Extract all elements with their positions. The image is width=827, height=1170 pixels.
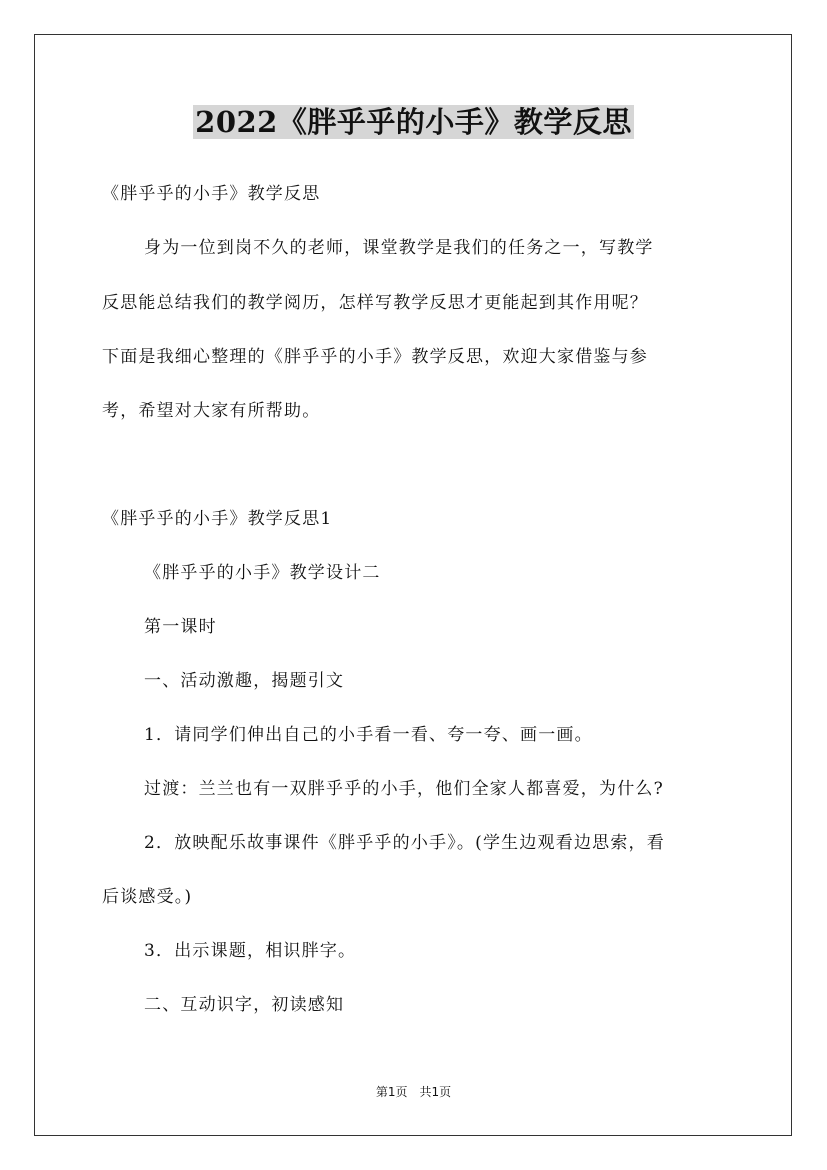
document-subtitle: 《胖乎乎的小手》教学反思 <box>102 184 321 204</box>
lesson-label: 第一课时 <box>144 617 217 637</box>
part1-heading: 一、活动激趣，揭题引文 <box>144 671 345 691</box>
section-heading: 《胖乎乎的小手》教学反思1 <box>102 509 333 529</box>
item-2-line-1: 2．放映配乐故事课件《胖乎乎的小手》。(学生边观看边思索，看 <box>144 833 665 853</box>
intro-line-3: 下面是我细心整理的《胖乎乎的小手》教学反思，欢迎大家借鉴与参 <box>102 347 648 367</box>
page-footer: 第1页 共1页 <box>375 1085 452 1099</box>
item-3: 3．出示课题，相识胖字。 <box>144 941 357 961</box>
transition-text: 过渡：兰兰也有一双胖乎乎的小手，他们全家人都喜爱，为什么? <box>144 779 664 799</box>
intro-line-4: 考，希望对大家有所帮助。 <box>102 401 321 421</box>
document-title <box>0 98 827 146</box>
item-1: 1．请同学们伸出自己的小手看一看、夸一夸、画一画。 <box>144 725 593 745</box>
document-title-text: 2022《胖乎乎的小手》教学反思 <box>195 105 632 139</box>
item-2-line-2: 后谈感受。) <box>102 887 193 907</box>
part2-heading: 二、互动识字，初读感知 <box>144 995 345 1015</box>
intro-line-1: 身为一位到岗不久的老师，课堂教学是我们的任务之一，写教学 <box>144 238 654 258</box>
intro-line-2: 反思能总结我们的教学阅历，怎样写教学反思才更能起到其作用呢？ <box>102 293 648 313</box>
design-title: 《胖乎乎的小手》教学设计二 <box>144 563 381 583</box>
